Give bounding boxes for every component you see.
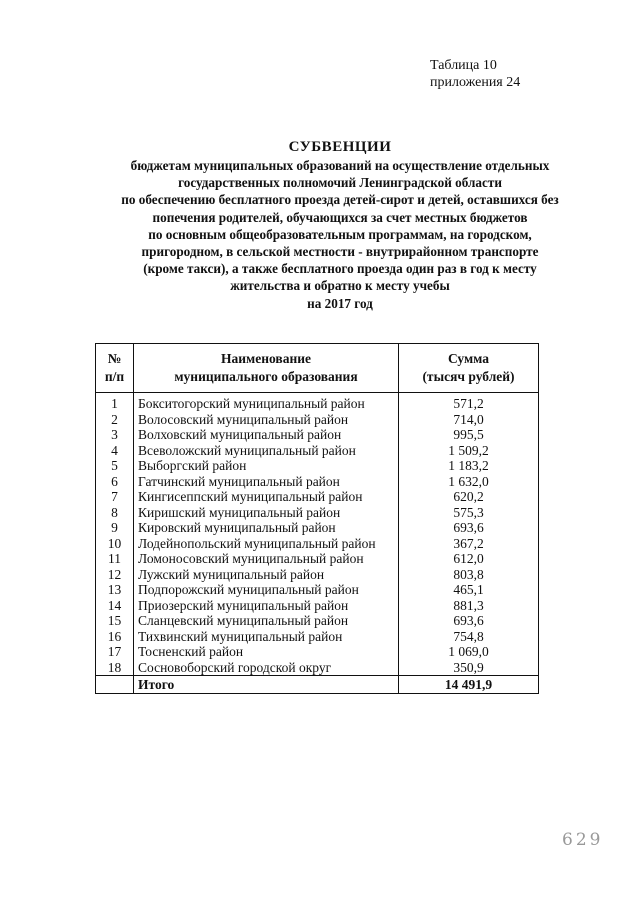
table-row [96, 660, 539, 676]
title-line: жительства и обратно к месту учебы [230, 278, 450, 294]
table-row [96, 613, 539, 629]
row-name: Киришский муниципальный район [134, 505, 399, 521]
table-row [96, 567, 539, 583]
table-row [96, 536, 539, 552]
row-number: 4 [96, 443, 134, 459]
header-sum-line2: (тысяч рублей) [422, 369, 515, 384]
row-number: 15 [96, 613, 134, 629]
page-number: 629 [562, 830, 604, 850]
row-sum: 350,9 [399, 660, 539, 676]
table-row [96, 474, 539, 490]
reference-line-2: приложения 24 [430, 75, 521, 90]
row-name: Всеволожский муниципальный район [134, 443, 399, 459]
table-row [96, 427, 539, 443]
row-name: Приозерский муниципальный район [134, 598, 399, 614]
row-name: Кировский муниципальный район [134, 520, 399, 536]
row-name: Подпорожский муниципальный район [134, 582, 399, 598]
row-name: Кингисеппский муниципальный район [134, 489, 399, 505]
row-number: 16 [96, 629, 134, 645]
row-sum: 754,8 [399, 629, 539, 645]
table-row [96, 644, 539, 660]
table-row [96, 629, 539, 645]
row-number: 5 [96, 458, 134, 474]
row-name: Волосовский муниципальный район [134, 412, 399, 428]
header-number-line2: п/п [104, 369, 125, 384]
row-sum: 1 509,2 [399, 443, 539, 459]
row-number: 13 [96, 582, 134, 598]
title-line: по обеспечению бесплатного проезда детей-сирот и детей, оставшихся без [121, 192, 559, 208]
title-line: бюджетам муниципальных образований на осуществление отдельных [130, 158, 550, 173]
table-row [96, 520, 539, 536]
row-sum: 714,0 [399, 412, 539, 428]
row-sum: 575,3 [399, 505, 539, 521]
row-number: 18 [96, 660, 134, 676]
row-number: 12 [96, 567, 134, 583]
table-row [96, 393, 539, 412]
row-number: 1 [96, 393, 134, 412]
title-line: попечения родителей, обучающихся за счет местных бюджетов [152, 209, 528, 225]
row-name: Лодейнопольский муниципальный район [134, 536, 399, 552]
total-label: Итого [134, 676, 399, 694]
row-number: 8 [96, 505, 134, 521]
header-name [134, 344, 399, 393]
header-number [96, 344, 134, 393]
row-name: Гатчинский муниципальный район [134, 474, 399, 490]
table-row [96, 582, 539, 598]
row-sum: 995,5 [399, 427, 539, 443]
title-line: (кроме такси), а также бесплатного проезда один раз в год к месту [143, 261, 537, 277]
header-number-line1: № [107, 351, 122, 366]
table-row [96, 598, 539, 614]
row-sum: 881,3 [399, 598, 539, 614]
row-sum: 693,6 [399, 520, 539, 536]
row-name: Тосненский район [134, 644, 399, 660]
row-name: Тихвинский муниципальный район [134, 629, 399, 645]
table-row [96, 551, 539, 567]
row-number: 14 [96, 598, 134, 614]
document-title [70, 137, 610, 312]
row-number: 2 [96, 412, 134, 428]
row-number: 11 [96, 551, 134, 567]
header-sum-line1: Сумма [447, 351, 490, 366]
table-reference [430, 57, 520, 91]
title-line: пригородном, в сельской местности - внутрирайонном транспорте [141, 244, 539, 260]
title-line: государственных полномочий Ленинградской области [178, 175, 502, 191]
total-number [96, 676, 134, 694]
header-sum [399, 344, 539, 393]
row-name: Ломоносовский муниципальный район [134, 551, 399, 567]
row-name: Сосновоборский городской округ [134, 660, 399, 676]
header-name-line1: Наименование [221, 351, 311, 366]
table-row [96, 505, 539, 521]
title-line: на 2017 год [307, 295, 373, 311]
title-line: по основным общеобразовательным программам, на городском, [148, 226, 532, 242]
row-sum: 1 183,2 [399, 458, 539, 474]
row-name: Сланцевский муниципальный район [134, 613, 399, 629]
subsidies-table [95, 343, 539, 694]
table-row [96, 489, 539, 505]
row-sum: 620,2 [399, 489, 539, 505]
row-sum: 1 632,0 [399, 474, 539, 490]
row-name: Выборгский район [134, 458, 399, 474]
row-sum: 1 069,0 [399, 644, 539, 660]
row-number: 3 [96, 427, 134, 443]
row-name: Лужский муниципальный район [134, 567, 399, 583]
row-number: 10 [96, 536, 134, 552]
table-row [96, 443, 539, 459]
row-number: 17 [96, 644, 134, 660]
row-number: 6 [96, 474, 134, 490]
row-number: 9 [96, 520, 134, 536]
row-sum: 612,0 [399, 551, 539, 567]
row-name: Бокситогорский муниципальный район [134, 393, 399, 412]
table-row [96, 412, 539, 428]
row-number: 7 [96, 489, 134, 505]
row-sum: 571,2 [399, 393, 539, 412]
table-row [96, 458, 539, 474]
row-sum: 465,1 [399, 582, 539, 598]
row-sum: 693,6 [399, 613, 539, 629]
reference-line-1: Таблица 10 [430, 58, 497, 73]
total-sum: 14 491,9 [399, 676, 539, 694]
table-header-row [96, 344, 539, 393]
title-main: СУБВЕНЦИИ [288, 139, 392, 155]
row-sum: 367,2 [399, 536, 539, 552]
total-row [96, 676, 539, 694]
header-name-line2: муниципального образования [174, 369, 358, 384]
row-name: Волховский муниципальный район [134, 427, 399, 443]
row-sum: 803,8 [399, 567, 539, 583]
